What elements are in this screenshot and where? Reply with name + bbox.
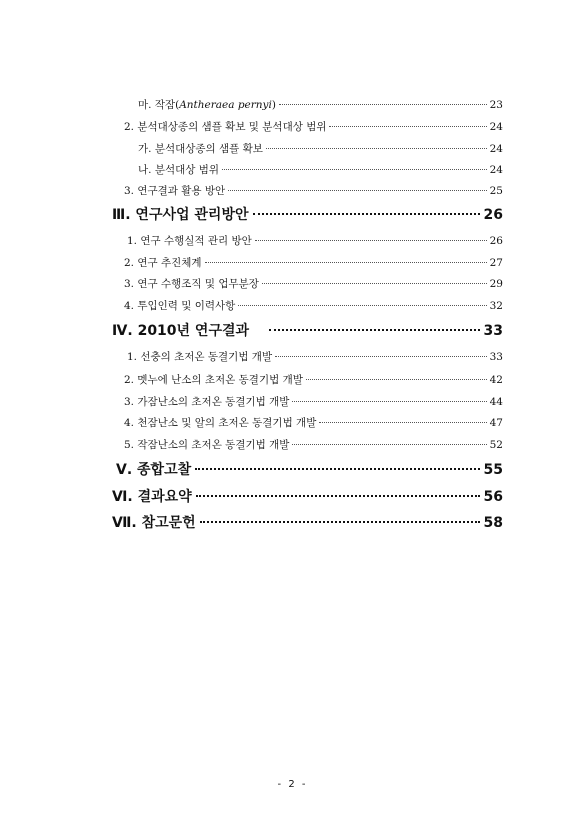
toc-entry-label: 2. 멧누에 난소의 초저온 동결기법 개발 <box>124 374 303 386</box>
toc-entry <box>124 183 503 198</box>
toc-entry <box>138 97 503 112</box>
toc-entry <box>138 141 503 156</box>
toc-entry-page: 42 <box>489 374 503 386</box>
toc-entry <box>124 276 503 291</box>
toc-entry <box>124 119 503 134</box>
toc-entry-page: 26 <box>489 235 503 247</box>
toc-chapter <box>112 320 503 340</box>
dot-leader <box>269 329 479 331</box>
toc-entry-page: 27 <box>489 257 503 269</box>
dot-leader <box>195 468 479 470</box>
toc-chapter <box>112 512 503 532</box>
toc-entry-label: 5. 작잠난소의 초저온 동결기법 개발 <box>124 439 290 451</box>
dot-leader <box>200 521 480 523</box>
dot-leader <box>255 240 487 241</box>
dot-leader <box>306 379 487 380</box>
toc-entry-label: 1. 선충의 초저온 동결기법 개발 <box>127 351 273 363</box>
toc-chapter-page: 26 <box>483 207 503 223</box>
toc-chapter <box>116 459 503 479</box>
toc-entry-page: 33 <box>489 351 503 363</box>
toc-entry-species-name: Antheraea pernyi <box>179 99 272 111</box>
toc-entry-label: 4. 투입인력 및 이력사항 <box>124 300 236 312</box>
toc-entry-page: 47 <box>489 417 503 429</box>
toc-chapter-page: 58 <box>483 515 503 531</box>
toc-entry-label: 4. 천잠난소 및 알의 초저온 동결기법 개발 <box>124 417 317 429</box>
dot-leader <box>292 444 486 445</box>
dot-leader <box>238 305 486 306</box>
toc-entry-label: 3. 연구 수행조직 및 업무분장 <box>124 278 259 290</box>
toc-entry-label: 마. 작잠(Antheraea pernyi) <box>138 99 276 111</box>
toc-entry-page: 24 <box>489 164 503 176</box>
dot-leader <box>262 283 487 284</box>
toc-entry <box>127 233 503 248</box>
toc-entry-page: 29 <box>489 278 503 290</box>
toc-entry-label: 나. 분석대상 범위 <box>138 164 220 176</box>
toc-chapter-page: 55 <box>483 462 503 478</box>
toc-entry-label: 1. 연구 수행실적 관리 방안 <box>127 235 252 247</box>
toc-chapter <box>112 486 503 506</box>
toc-entry <box>124 415 503 430</box>
toc-entry <box>127 349 503 364</box>
toc-entry <box>138 162 503 177</box>
toc-entry <box>124 255 503 270</box>
toc-entry-page: 24 <box>489 121 503 133</box>
toc-entry-page: 25 <box>489 185 503 197</box>
toc-chapter-page: 56 <box>483 489 503 505</box>
dot-leader <box>292 401 486 402</box>
toc-chapter-label: Ⅲ. 연구사업 관리방안 <box>112 207 249 223</box>
toc-entry-label: 2. 연구 추진체계 <box>124 257 202 269</box>
dot-leader <box>196 495 480 497</box>
toc-entry-label: 가. 분석대상종의 샘플 확보 <box>138 143 263 155</box>
toc-chapter-label: Ⅵ. 결과요약 <box>112 489 192 505</box>
toc-entry-label: 3. 가잠난소의 초저온 동결기법 개발 <box>124 396 290 408</box>
toc-entry-page: 32 <box>489 300 503 312</box>
toc-chapter-label: Ⅳ. 2010년 연구결과 <box>112 323 250 339</box>
toc-chapter-page: 33 <box>483 323 503 339</box>
toc-entry <box>124 437 503 452</box>
toc-entry-page: 44 <box>489 396 503 408</box>
dot-leader <box>228 190 486 191</box>
dot-leader <box>319 422 486 423</box>
toc-entry <box>124 298 503 313</box>
page-number: - 2 - <box>277 779 308 790</box>
toc-entry-label: 2. 분석대상종의 샘플 확보 및 분석대상 범위 <box>124 121 327 133</box>
toc-entry-page: 23 <box>489 99 503 111</box>
dot-leader <box>329 126 486 127</box>
toc-entry-label: 3. 연구결과 활용 방안 <box>124 185 226 197</box>
dot-leader <box>222 169 487 170</box>
dot-leader <box>253 213 480 215</box>
dot-leader <box>266 148 487 149</box>
dot-leader <box>205 262 487 263</box>
toc-entry-page: 52 <box>489 439 503 451</box>
toc-chapter <box>112 204 503 224</box>
toc-chapter-label: Ⅶ. 참고문헌 <box>112 515 196 531</box>
toc-entry <box>124 394 503 409</box>
dot-leader <box>275 356 487 357</box>
toc-entry-page: 24 <box>489 143 503 155</box>
toc-chapter-label: Ⅴ. 종합고찰 <box>116 462 192 478</box>
dot-leader <box>279 104 487 105</box>
toc-entry <box>124 372 503 387</box>
